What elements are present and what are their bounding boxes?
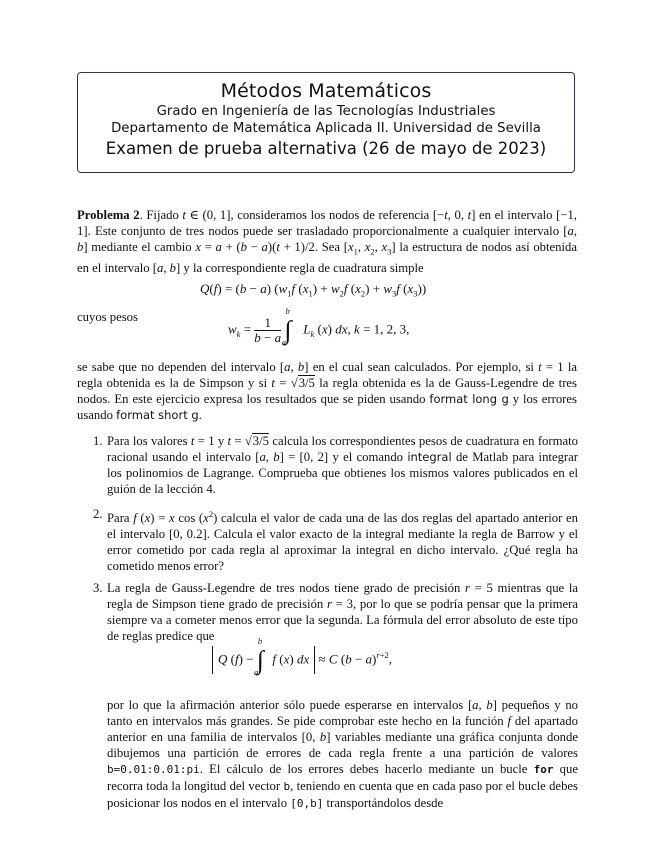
b-code: b [283, 780, 291, 793]
problem-intro: Problema 2. Fijado t ∈ (0, 1], consideramos los nodos de referencia [−t, 0, t] en el intervalo [−1, 1]. Este conjunto de tres nodos puede ser trasladado proporcionalmente a cualquier intervalo [a, b] mediante el cambio x = a + (b − a)(t + 1)/2. Sea [$x_1$, $x_2$, $x_3$] la estructura de nodos así obtenida en el intervalo [a, b] y la correspondiente regla de cuadratura simple [77, 208, 578, 275]
list-item: 1. Para los valores t = 1 y t = √3/5 calcula los correspondientes pesos de cuadratura en formato racional usando el intervalo [a, b] = [0, 2] y el comando integral de Matlab para integrar los polinomios de Lagrange. Comprueba que obtienes los mismos valores publicados en el guión de la lección 4. [93, 434, 578, 496]
list-item: 2. Para f (x) = x $\cos (x^2)$ calcula el valor de cada una de las dos reglas del apartado anterior en el intervalo [0, 0.2]. Calcula el valor exacto de la integral mediante la regla de Barrow y el error cometido por cada regla al aproximar la integral en dicho intervalo. ¿Qué regla ha cometido menos error? [93, 507, 578, 574]
list-item: 3. La regla de Gauss-Legendre de tres nodos tiene grado de precisión r = 5 mientras que la regla de Simpson tiene grado de precisión r = 3, por lo que se podría pensar que la primera siempre va a cometer menos error que la segunda. La fórmula del error absoluto de este tipo de reglas predice que [93, 581, 579, 643]
weights-formula: $w_k$ = $\frac{1}{b - a}$ ∫$^b_a$ $L_k$ (x) dx, k = 1, 2, 3, [228, 306, 410, 348]
department-line: Departamento de Matemática Aplicada II. Universidad de Sevilla [111, 121, 541, 136]
problem-para2: se sabe que no dependen del intervalo [a, b] en el cual sean calculados. Por ejemplo, si t = 1 la regla obtenida es la de Simpson y si t = √3/5 la regla obtenida es la de Gauss-Legendre de tres nodos. En este ejercicio expresa los resultados que se piden usando format long g y los errores usando format short g. [77, 360, 578, 422]
degree-line: Grado en Ingeniería de las Tecnologías Industriales [156, 104, 496, 119]
problem-label: Problema 2 [77, 208, 140, 222]
b-vector-code: b=0.01:0.01:pi [107, 763, 200, 776]
header-box [77, 72, 575, 173]
interval-code: [0,b] [290, 797, 324, 810]
item3-continuation: por lo que la afirmación anterior sólo puede esperarse en intervalos [a, b] pequeños y no tanto en intervalos más grandes. Se pide comprobar este hecho en la función f del apartado anterior en una familia de intervalos [0, b] variables mediante una gráfica conjunta donde dibujemos una partición de errores de cada regla frente a una partición de valores b=0.01:0.01:pi. El cálculo de los errores debes hacerlo mediante un bucle for que recorra toda la longitud del vector b, teniendo en cuenta que en cada paso por el bucle debes posicionar los nodos en el intervalo [0,b] transportándolos desde [107, 698, 579, 810]
quadrature-formula: Q(f) = (b − a) ($w_1f$ $(x_1) + w_2f$ $(x_2) + w_3f$ $(x_3)$) [200, 281, 427, 299]
format-short-cmd: format short g [116, 408, 199, 422]
exam-line: Examen de prueba alternativa (26 de mayo de 2023) [105, 139, 547, 158]
course-title: Métodos Matemáticos [220, 80, 432, 102]
for-keyword: for [533, 763, 554, 776]
format-long-cmd: format long g [429, 392, 509, 406]
integral-cmd: integral [407, 450, 452, 464]
error-formula: Q (f) − ∫$^b_a$f (x) dx ≈ C $(b - a)^{r+2}$, [212, 646, 392, 674]
weights-label: cuyos pesos [77, 310, 138, 324]
